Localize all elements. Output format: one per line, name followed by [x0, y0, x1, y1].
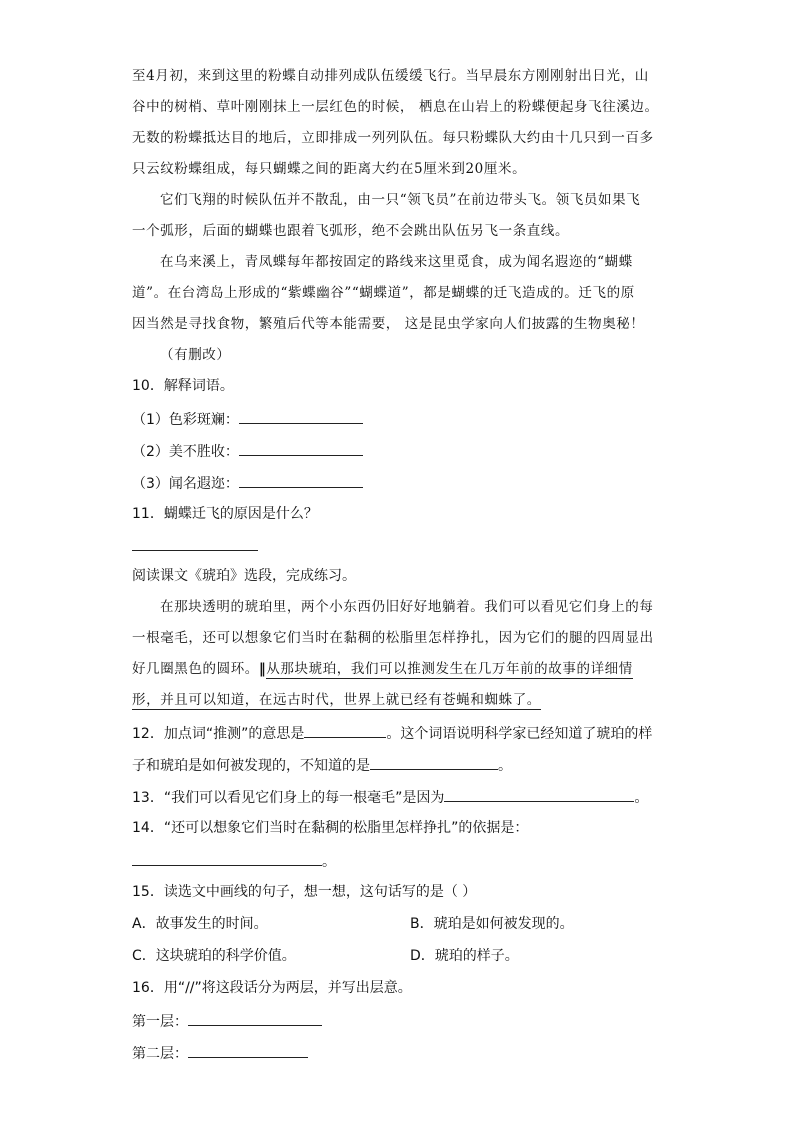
passage2-line	[132, 690, 541, 710]
question-12-line2	[132, 754, 512, 776]
passage1-line: 它们飞翔的时候队伍并不散乱，由一只“领飞员”在前边带头飞。领飞员如果飞	[160, 192, 641, 208]
divider-mark: ‖	[258, 661, 267, 677]
q13-end: 。	[634, 790, 649, 806]
underlined-sentence: 从那块琥珀，我们可以推测发生在几万年前的故事的详细情	[266, 661, 633, 677]
underlined-sentence: 形，并且可以知道，在远古时代，世界上就已经有苍蝇和蜘蛛了。	[132, 692, 541, 708]
passage1-line: 道”。在台湾岛上形成的“紫蝶幽谷”“蝴蝶道”，都是蝴蝶的迁飞造成的。迁飞的原	[132, 285, 635, 301]
passage1-line: 在乌来溪上，青凤蝶每年都按固定的路线来这里觅食，成为闻名遐迩的“蝴蝶	[160, 254, 633, 270]
option-d[interactable]: D．琥珀的样子。	[410, 948, 519, 964]
answer-blank[interactable]	[188, 1010, 322, 1026]
passage1-line: 谷中的树梢、草叶刚刚抹上一层红色的时候， 栖息在山岩上的粉蝶便起身飞往溪边。	[132, 99, 659, 115]
question-15: 15．读选文中画线的句子，想一想，这句话写的是（ ）	[132, 884, 477, 900]
layer-label: 第一层：	[132, 1014, 188, 1030]
q10-item-label: （3）闻名遐迩：	[132, 476, 239, 492]
question-13	[132, 786, 648, 808]
q13-text: 13．“我们可以看见它们身上的每一根毫毛”是因为	[132, 790, 445, 806]
answer-line[interactable]	[132, 550, 258, 551]
passage2-line: 一根毫毛，还可以想象它们当时在黏稠的松脂里怎样挣扎，因为它们的腿的四周显出	[132, 630, 654, 646]
passage2-line-start: 好几圈黑色的圆环。	[132, 661, 259, 677]
question-10-title: 10．解释词语。	[132, 378, 234, 394]
layer-1	[132, 1010, 322, 1032]
passage2-line: 在那块透明的琥珀里，两个小东西仍旧好好地躺着。我们可以看见它们身上的每	[160, 599, 654, 615]
question-11: 11．蝴蝶迁飞的原因是什么？	[132, 506, 318, 522]
q12-text: 12．加点词“推测”的意思是	[132, 726, 305, 742]
answer-blank[interactable]	[304, 722, 386, 738]
option-a[interactable]: A．故事发生的时间。	[132, 916, 268, 932]
passage2-line	[132, 659, 633, 679]
answer-blank[interactable]	[239, 472, 363, 488]
passage1-line: 一个弧形，后面的蝴蝶也跟着飞弧形，绝不会跳出队伍另飞一条直线。	[132, 223, 570, 239]
question-12-line1	[132, 722, 652, 744]
passage1-line: 至4月初，来到这里的粉蝶自动排列成队伍缓缓飞行。当早晨东方刚刚射出日光，山	[132, 68, 649, 84]
layer-2	[132, 1042, 308, 1064]
question-16: 16．用“//”将这段话分为两层，并写出层意。	[132, 980, 412, 996]
answer-blank[interactable]	[370, 754, 498, 770]
answer-blank[interactable]	[239, 408, 363, 424]
q10-item-1	[132, 408, 363, 430]
q12-text: 子和琥珀是如何被发现的，不知道的是	[132, 758, 370, 774]
q12-text: 。	[498, 758, 512, 774]
layer-label: 第二层：	[132, 1046, 188, 1062]
answer-blank[interactable]	[239, 440, 363, 456]
passage1-line: 只云纹粉蝶组成，每只蝴蝶之间的距离大约在5厘米到20厘米。	[132, 161, 527, 177]
answer-blank[interactable]	[444, 786, 634, 802]
q12-text: 。这个词语说明科学家已经知道了琥珀的样	[386, 726, 653, 742]
section-title: 阅读课文《琥珀》选段，完成练习。	[132, 568, 356, 584]
q10-item-label: （2）美不胜收：	[132, 444, 239, 460]
passage1-line: 因当然是寻找食物，繁殖后代等本能需要， 这是昆虫学家向人们披露的生物奥秘！	[132, 316, 645, 332]
question-14-answer	[132, 850, 336, 872]
answer-blank[interactable]	[188, 1042, 308, 1058]
q10-item-3	[132, 472, 363, 494]
answer-blank[interactable]	[132, 850, 322, 866]
source-note: （有删改）	[160, 347, 231, 363]
option-b[interactable]: B．琥珀是如何被发现的。	[410, 916, 574, 932]
q10-item-2	[132, 440, 363, 462]
passage1-line: 无数的粉蝶抵达目的地后，立即排成一列列队伍。每只粉蝶队大约由十几只到一百多	[132, 130, 654, 146]
option-c[interactable]: C．这块琥珀的科学价值。	[132, 948, 296, 964]
question-14: 14．“还可以想象它们当时在黏稠的松脂里怎样挣扎”的依据是：	[132, 820, 529, 836]
q10-item-label: （1）色彩斑斓：	[132, 412, 239, 428]
q14-end: 。	[322, 854, 336, 870]
